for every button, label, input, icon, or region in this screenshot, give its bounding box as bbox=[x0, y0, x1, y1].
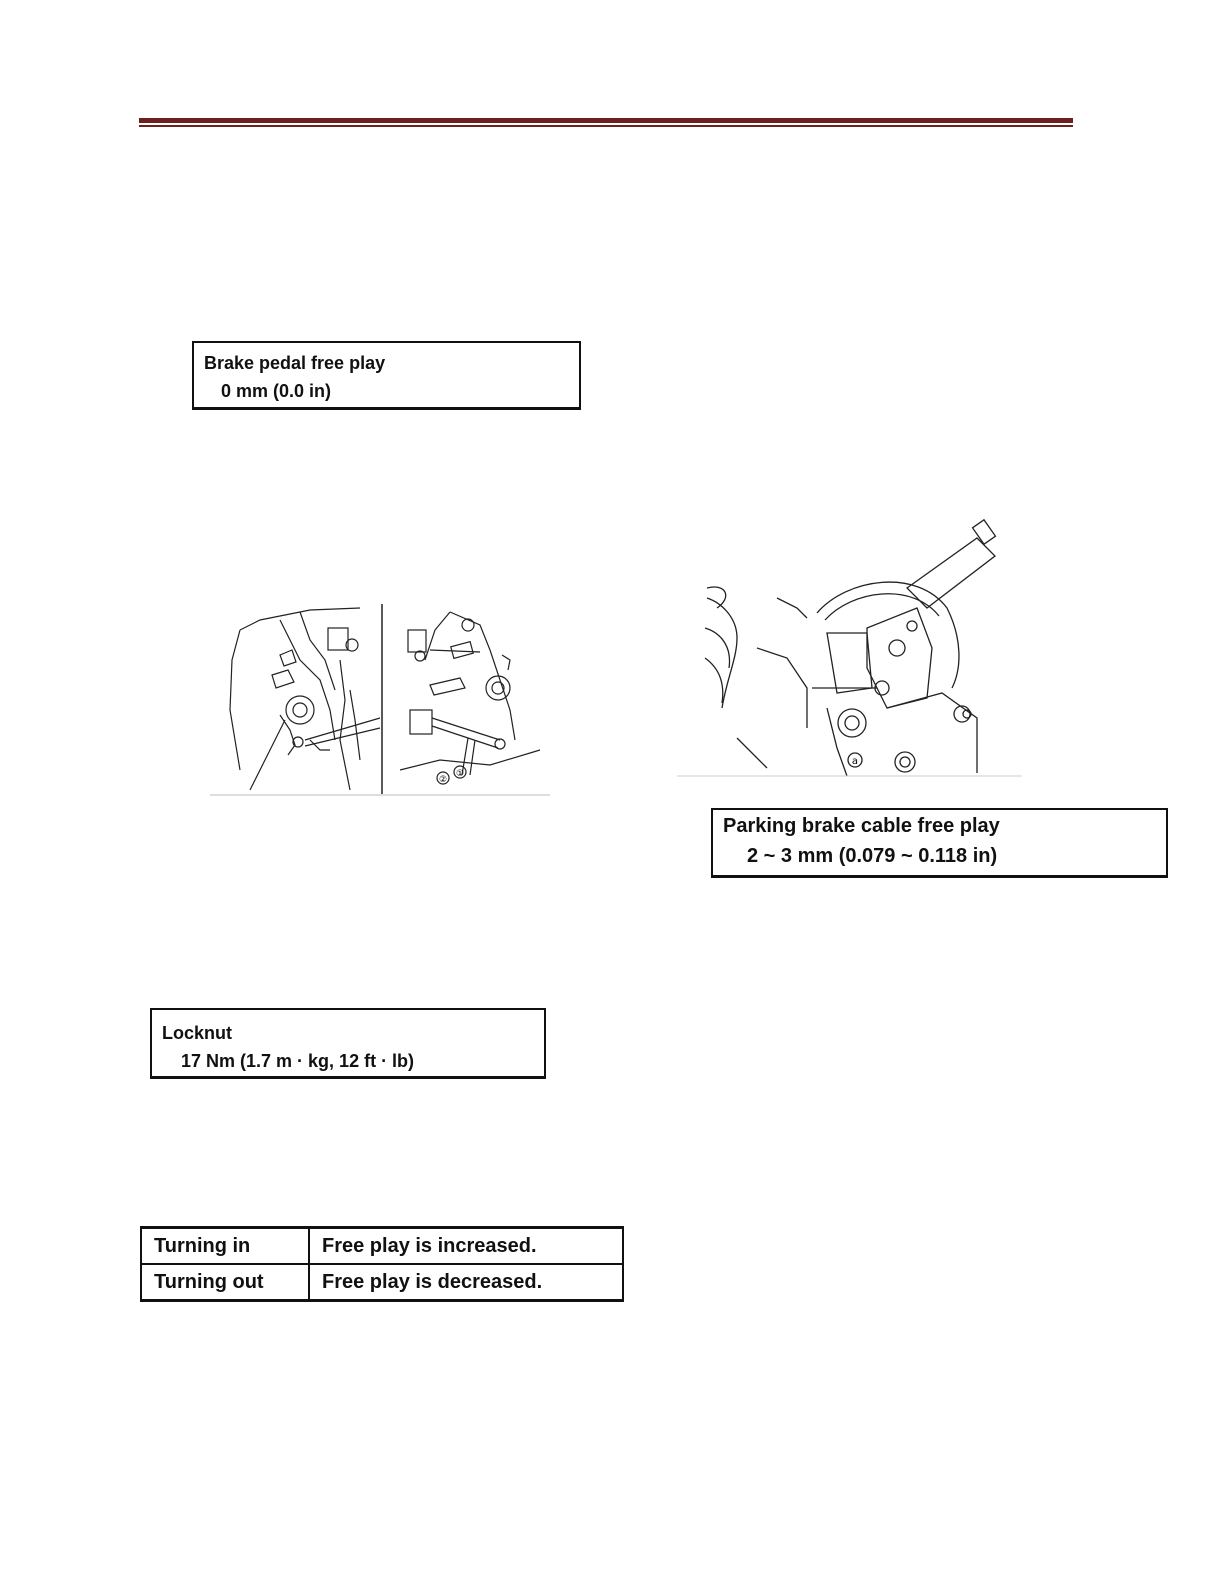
table-cell-action: Turning in bbox=[141, 1228, 309, 1265]
table-row bbox=[141, 1264, 623, 1301]
brake-pedal-free-play-box bbox=[192, 341, 581, 410]
spec-value: 17 Nm (1.7 m · kg, 12 ft · lb) bbox=[181, 1051, 415, 1071]
callout-a: a bbox=[851, 756, 859, 767]
parking-brake-lever-illustration bbox=[677, 508, 1022, 778]
spec-value: 0 mm (0.0 in) bbox=[221, 381, 332, 401]
spec-title: Brake pedal free play bbox=[204, 353, 386, 373]
locknut-torque-box bbox=[150, 1008, 546, 1079]
callout-2: ② bbox=[438, 775, 448, 785]
callout-1: ① bbox=[455, 769, 465, 779]
spec-value: 2 ~ 3 mm (0.079 ~ 0.118 in) bbox=[747, 845, 998, 867]
header-rule-thick bbox=[139, 118, 1073, 123]
brake-pedal-linkage-illustration bbox=[210, 600, 550, 796]
header-rule-thin bbox=[139, 125, 1073, 127]
spec-title: Parking brake cable free play bbox=[723, 815, 1000, 837]
header-rule bbox=[139, 118, 1073, 127]
parking-brake-cable-free-play-box bbox=[711, 808, 1168, 878]
spec-title: Locknut bbox=[162, 1023, 232, 1043]
table-cell-result: Free play is decreased. bbox=[309, 1264, 623, 1301]
table-cell-action: Turning out bbox=[141, 1264, 309, 1301]
table-row bbox=[141, 1228, 623, 1265]
adjustment-table bbox=[140, 1226, 624, 1302]
table-cell-result: Free play is increased. bbox=[309, 1228, 623, 1265]
